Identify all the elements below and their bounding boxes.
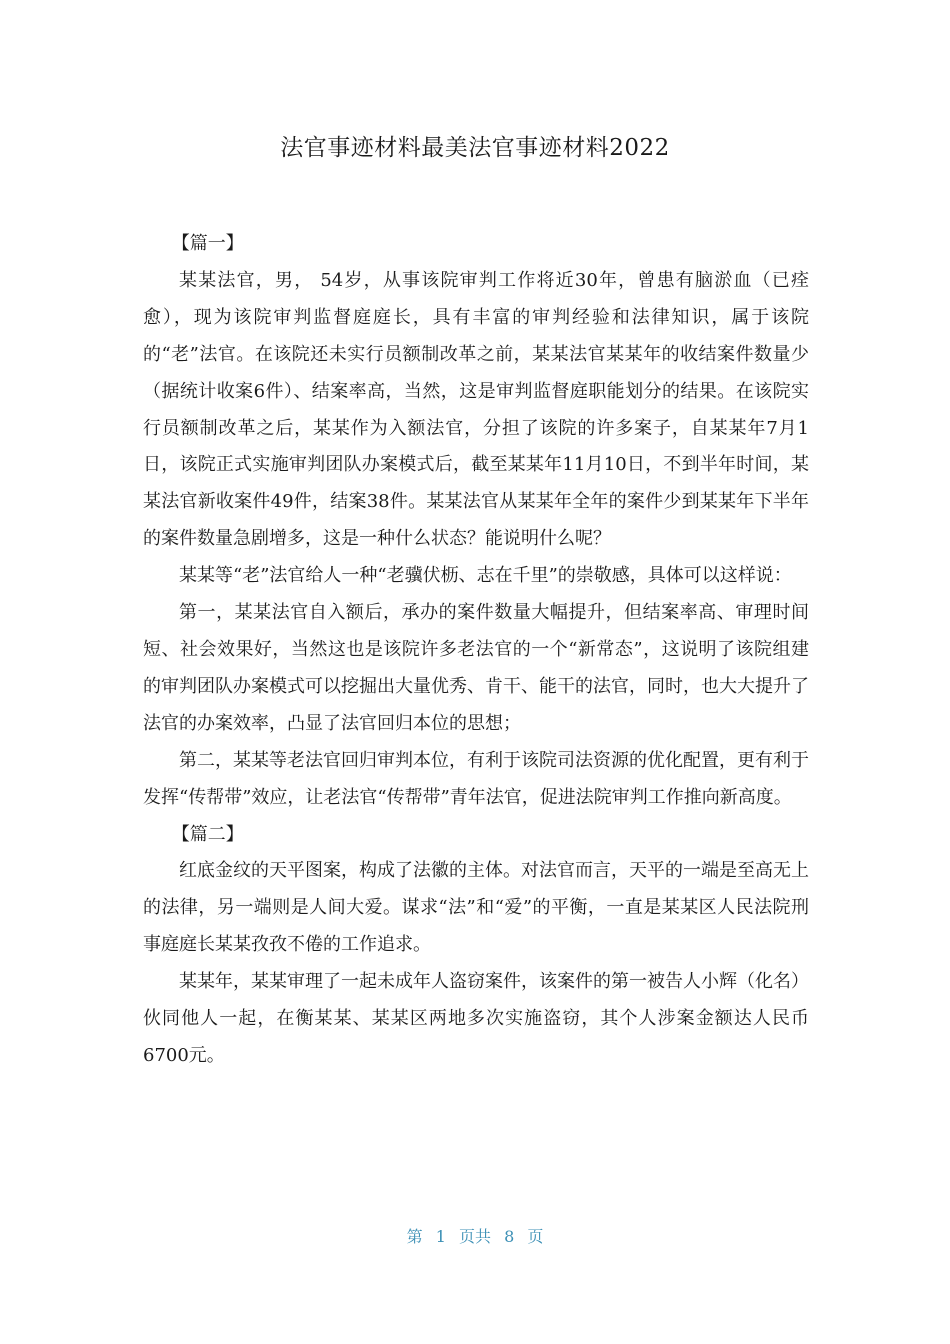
document-body xyxy=(143,226,809,1075)
paragraph: 某某法官，男， 54岁，从事该院审判工作将近30年，曾患有脑淤血（已痊愈），现为该院审判监督庭庭长，具有丰富的审判经验和法律知识，属于该院的“老”法官。在该院还未实行员额制改革之前，某某法官某某年的收结案件数量少（据统计收案6件）、结案率高，当然，这是审判监督庭职能划分的结果。在该院实行员额制改革之后，某某作为入额法官，分担了该院的许多案子，自某某年7月1日，该院正式实施审判团队办案模式后，截至某某年11月10日，不到半年时间，某某法官新收案件49件，结案38件。某某法官从某某年全年的案件少到某某年下半年的案件数量急剧增多，这是一种什么状态？能说明什么呢？ xyxy=(143,269,809,550)
paragraph: 某某年，某某审理了一起未成年人盗窃案件，该案件的第一被告人小辉（化名）伙同他人一起，在衡某某、某某区两地多次实施盗窃，其个人涉案金额达人民币6700元。 xyxy=(143,971,809,1066)
paragraph: 红底金纹的天平图案，构成了法徽的主体。对法官而言，天平的一端是至高无上的法律，另一端则是人间大爱。谋求“法”和“爱”的平衡，一直是某某区人民法院刑事庭庭长某某孜孜不倦的工作追求。 xyxy=(143,860,809,956)
section-heading-2: 【篇二】 xyxy=(171,823,244,845)
paragraph: 某某等“老”法官给人一种“老骥伏枥、志在千里”的崇敬感，具体可以这样说： xyxy=(179,565,792,587)
document-title: 法官事迹材料最美法官事迹材料2022 xyxy=(280,135,670,161)
section-heading-1: 【篇一】 xyxy=(171,233,244,254)
paragraph: 第二，某某等老法官回归审判本位，有利于该院司法资源的优化配置，更有利于发挥“传帮带”效应，让老法官“传帮带”青年法官，促进法院审判工作推向新高度。 xyxy=(143,749,809,808)
paragraph: 第一，某某法官自入额后，承办的案件数量大幅提升，但结案率高、审理时间短、社会效果好，当然这也是该院许多老法官的一个“新常态”，这说明了该院组建的审判团队办案模式可以挖掘出大量优秀、肯干、能干的法官，同时，也大大提升了法官的办案效率，凸显了法官回归本位的思想； xyxy=(143,602,809,734)
page-number-footer: 第 1 页共 8 页 xyxy=(406,1227,544,1246)
